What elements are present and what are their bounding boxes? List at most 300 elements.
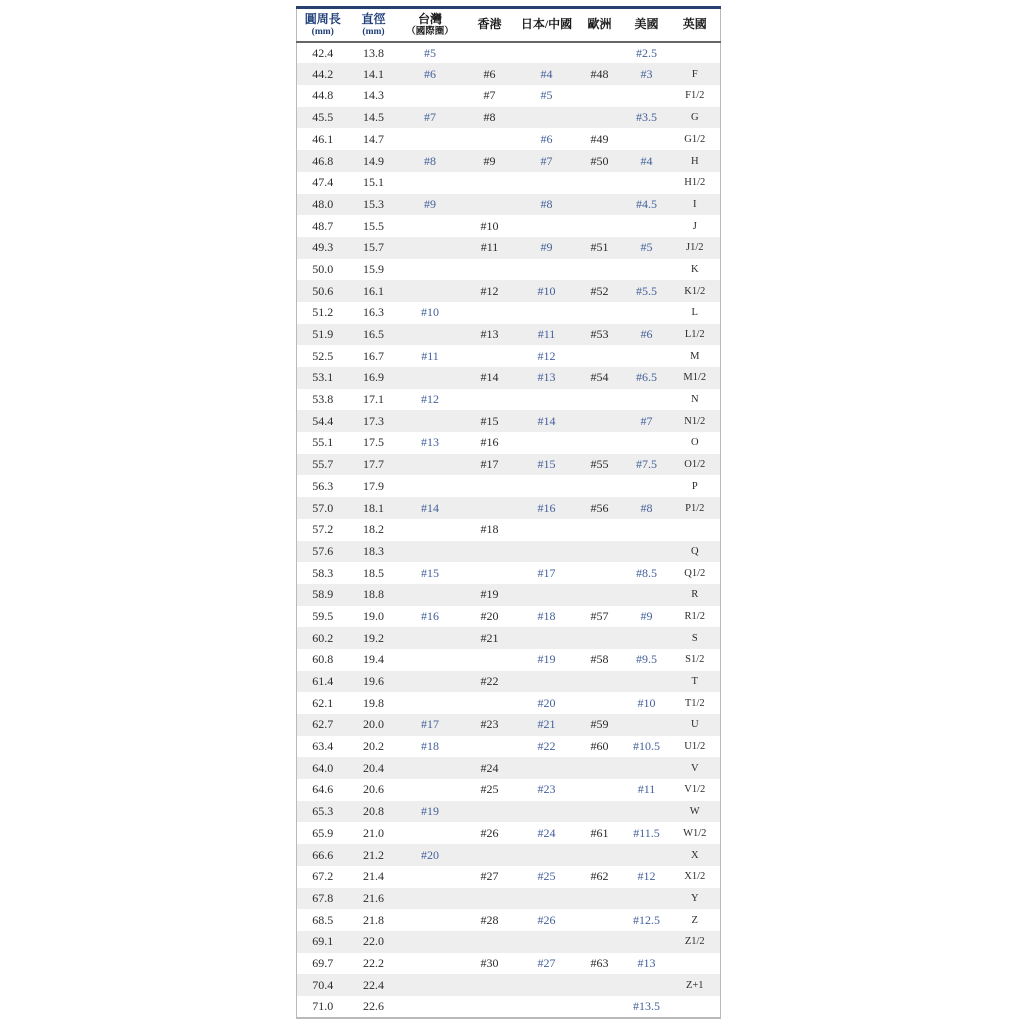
cell	[462, 931, 518, 953]
cell	[624, 627, 670, 649]
cell: #14	[462, 367, 518, 389]
table-row	[297, 128, 721, 150]
table-row	[297, 996, 721, 1018]
cell: #8	[518, 194, 576, 216]
cell	[518, 107, 576, 129]
cell: 60.8	[312, 652, 334, 667]
cell: 21.2	[349, 844, 399, 866]
cell	[576, 42, 624, 64]
cell: #16	[480, 435, 499, 450]
cell: #7	[518, 150, 576, 172]
header-taiwan	[399, 8, 462, 42]
table-row	[297, 194, 721, 216]
table-row	[297, 259, 721, 281]
cell: 15.7	[349, 237, 399, 259]
cell: #24	[537, 825, 556, 840]
cell: #27	[480, 869, 499, 884]
cell	[462, 42, 518, 64]
cell: X	[670, 844, 721, 866]
cell: #9	[518, 237, 576, 259]
cell	[399, 953, 462, 975]
cell: X1/2	[684, 871, 706, 883]
cell: #5	[424, 45, 436, 60]
cell: V1/2	[684, 784, 706, 796]
cell: #19	[399, 801, 462, 823]
cell: 19.4	[363, 652, 384, 667]
cell: 46.1	[312, 131, 334, 146]
cell	[518, 302, 576, 324]
cell: 62.1	[312, 695, 334, 710]
cell: #5	[540, 88, 553, 103]
cell: #62	[590, 869, 609, 884]
cell: #13	[421, 435, 439, 450]
cell: 16.1	[349, 280, 399, 302]
cell: O1/2	[670, 454, 721, 476]
cell	[624, 541, 670, 563]
header-unit: (mm)	[311, 26, 334, 37]
table-row	[297, 237, 721, 259]
cell: #13.5	[633, 998, 660, 1013]
cell	[462, 302, 518, 324]
cell: 58.9	[297, 584, 349, 606]
cell: 22.6	[363, 998, 384, 1013]
cell	[462, 801, 518, 823]
cell	[518, 844, 576, 866]
table-row	[297, 584, 721, 606]
cell: #10	[637, 695, 656, 710]
cell	[399, 280, 462, 302]
conversion-table-body	[297, 42, 721, 1018]
cell: #19	[462, 584, 518, 606]
cell: N	[690, 394, 699, 406]
cell: 22.0	[349, 931, 399, 953]
cell	[399, 324, 462, 346]
cell: R	[670, 584, 721, 606]
cell	[462, 562, 518, 584]
cell: #51	[576, 237, 624, 259]
cell: I	[670, 194, 721, 216]
cell: H1/2	[684, 177, 706, 189]
cell: 20.4	[349, 757, 399, 779]
cell	[576, 215, 624, 237]
cell: #26	[537, 912, 556, 927]
header-label: 歐洲	[587, 17, 612, 32]
cell: #60	[590, 739, 609, 754]
cell: #30	[480, 955, 499, 970]
cell	[518, 259, 576, 281]
cell: 64.6	[312, 782, 334, 797]
table-row	[297, 822, 721, 844]
cell: 16.5	[349, 324, 399, 346]
cell	[399, 172, 462, 194]
cell	[624, 389, 670, 411]
cell: L1/2	[670, 324, 721, 346]
cell: #20	[480, 608, 499, 623]
cell: U1/2	[684, 741, 706, 753]
cell: #17	[399, 714, 462, 736]
cell: F	[670, 63, 721, 85]
cell	[518, 931, 576, 953]
cell: #4	[624, 150, 670, 172]
table-row	[297, 541, 721, 563]
cell	[462, 389, 518, 411]
cell: #28	[480, 912, 499, 927]
table-row	[297, 736, 721, 758]
header-label: 日本/中國	[520, 17, 573, 32]
cell: #22	[537, 739, 556, 754]
cell	[624, 714, 670, 736]
cell	[462, 541, 518, 563]
cell: H	[670, 150, 721, 172]
cell: #8.5	[636, 565, 657, 580]
cell	[670, 953, 721, 975]
cell: #6	[399, 63, 462, 85]
cell: 52.5	[312, 348, 334, 363]
cell: 21.6	[349, 888, 399, 910]
cell: #58	[590, 652, 609, 667]
cell	[518, 757, 576, 779]
cell: 17.5	[363, 435, 384, 450]
cell: J1/2	[670, 237, 721, 259]
cell	[462, 974, 518, 996]
table-row	[297, 367, 721, 389]
cell	[518, 172, 576, 194]
cell: #10	[518, 280, 576, 302]
cell	[518, 801, 576, 823]
cell	[624, 302, 670, 324]
table-row	[297, 606, 721, 628]
cell: 17.7	[349, 454, 399, 476]
cell: 18.8	[349, 584, 399, 606]
cell: #10	[421, 305, 439, 320]
cell	[399, 888, 462, 910]
cell: 69.7	[312, 955, 334, 970]
cell: 21.0	[363, 825, 384, 840]
cell: 16.7	[363, 348, 384, 363]
cell: 20.0	[349, 714, 399, 736]
header-europe	[576, 8, 624, 42]
cell	[576, 779, 624, 801]
cell: 69.1	[297, 931, 349, 953]
cell: #14	[518, 410, 576, 432]
cell: 47.4	[312, 175, 334, 190]
cell: #50	[576, 150, 624, 172]
cell: #53	[576, 324, 624, 346]
cell	[399, 475, 462, 497]
cell: 18.1	[349, 497, 399, 519]
cell: #5	[624, 237, 670, 259]
cell	[670, 42, 721, 64]
cell: P1/2	[670, 497, 721, 519]
cell: #13	[518, 367, 576, 389]
table-row	[297, 974, 721, 996]
cell: 45.5	[297, 107, 349, 129]
cell	[576, 671, 624, 693]
cell	[518, 42, 576, 64]
cell	[624, 475, 670, 497]
cell	[399, 671, 462, 693]
cell: Z+1	[670, 974, 721, 996]
cell	[399, 974, 462, 996]
cell	[399, 454, 462, 476]
cell: #26	[480, 825, 499, 840]
table-row	[297, 888, 721, 910]
cell: G	[670, 107, 721, 129]
cell	[576, 888, 624, 910]
cell	[462, 996, 518, 1018]
cell: U	[670, 714, 721, 736]
table-row	[297, 454, 721, 476]
cell: #15	[518, 454, 576, 476]
conversion-table	[296, 6, 721, 1019]
cell: 56.3	[312, 478, 334, 493]
header-diameter	[349, 8, 399, 42]
cell: 42.4	[312, 45, 334, 60]
cell: #49	[590, 131, 609, 146]
cell: 16.9	[349, 367, 399, 389]
cell: M1/2	[670, 367, 721, 389]
cell: 16.3	[363, 305, 384, 320]
cell: 66.6	[297, 844, 349, 866]
cell: T	[670, 671, 721, 693]
cell: V	[670, 757, 721, 779]
cell: 18.2	[363, 522, 384, 537]
cell: 17.1	[363, 392, 384, 407]
cell: 14.9	[349, 150, 399, 172]
cell: #11	[421, 348, 439, 363]
cell: #10	[480, 218, 499, 233]
cell: Q	[670, 541, 721, 563]
cell: 57.0	[297, 497, 349, 519]
table-row	[297, 42, 721, 64]
cell: K1/2	[670, 280, 721, 302]
cell: #9	[462, 150, 518, 172]
cell: 22.2	[363, 955, 384, 970]
header-label: 香港	[477, 17, 502, 32]
table-row	[297, 779, 721, 801]
cell	[462, 497, 518, 519]
header-japan-china	[518, 8, 576, 42]
cell	[576, 909, 624, 931]
cell	[462, 844, 518, 866]
cell: 15.1	[363, 175, 384, 190]
cell: #57	[590, 608, 609, 623]
cell	[518, 389, 576, 411]
cell	[576, 627, 624, 649]
cell: #21	[462, 627, 518, 649]
cell: #16	[421, 608, 439, 623]
cell: #17	[537, 565, 556, 580]
cell	[624, 345, 670, 367]
cell: #12	[421, 392, 439, 407]
cell: #11	[637, 782, 656, 797]
cell: #16	[518, 497, 576, 519]
table-row	[297, 801, 721, 823]
cell: 65.9	[312, 825, 334, 840]
cell: 65.3	[297, 801, 349, 823]
cell: #11	[462, 237, 518, 259]
cell: #14	[399, 497, 462, 519]
table-row	[297, 757, 721, 779]
cell: #11	[518, 324, 576, 346]
cell: 21.8	[363, 912, 384, 927]
cell: 49.3	[297, 237, 349, 259]
table-row	[297, 63, 721, 85]
cell	[518, 996, 576, 1018]
header-unit: (mm)	[362, 26, 385, 37]
table-row	[297, 302, 721, 324]
cell	[462, 128, 518, 150]
header-row	[297, 8, 721, 42]
cell	[624, 215, 670, 237]
header-label: 台灣	[417, 12, 442, 26]
cell: 53.8	[312, 392, 334, 407]
cell: 19.0	[363, 608, 384, 623]
cell	[624, 671, 670, 693]
cell	[576, 757, 624, 779]
cell: #13	[637, 955, 656, 970]
cell	[399, 259, 462, 281]
cell: 58.3	[312, 565, 334, 580]
cell: #8	[462, 107, 518, 129]
cell: #8	[399, 150, 462, 172]
cell: #6.5	[624, 367, 670, 389]
cell	[576, 801, 624, 823]
table-row	[297, 562, 721, 584]
cell: 63.4	[312, 739, 334, 754]
cell	[462, 692, 518, 714]
cell: 57.6	[297, 541, 349, 563]
cell: #12.5	[633, 912, 660, 927]
cell: #15	[421, 565, 439, 580]
cell	[624, 844, 670, 866]
cell: P	[691, 480, 698, 492]
cell	[399, 367, 462, 389]
cell: 44.8	[312, 88, 334, 103]
cell	[399, 85, 462, 107]
table-row	[297, 410, 721, 432]
cell: #7.5	[624, 454, 670, 476]
cell	[624, 974, 670, 996]
cell: #12	[637, 869, 656, 884]
cell: 59.5	[312, 608, 334, 623]
cell: 14.1	[349, 63, 399, 85]
cell	[518, 541, 576, 563]
cell: 19.8	[363, 695, 384, 710]
cell: 54.4	[297, 410, 349, 432]
cell	[462, 172, 518, 194]
cell: #24	[462, 757, 518, 779]
cell	[624, 85, 670, 107]
table-row	[297, 107, 721, 129]
cell: 60.2	[297, 627, 349, 649]
cell	[576, 194, 624, 216]
cell	[624, 801, 670, 823]
cell	[576, 541, 624, 563]
cell: #8	[624, 497, 670, 519]
cell: 18.3	[349, 541, 399, 563]
cell: Y	[670, 888, 721, 910]
cell	[670, 996, 721, 1018]
cell	[518, 432, 576, 454]
cell	[518, 888, 576, 910]
cell	[518, 584, 576, 606]
cell: #6	[462, 63, 518, 85]
table-row	[297, 324, 721, 346]
cell: 68.5	[312, 912, 334, 927]
cell	[399, 519, 462, 541]
table-row	[297, 215, 721, 237]
table-row	[297, 172, 721, 194]
cell: #52	[576, 280, 624, 302]
cell: O	[690, 437, 699, 449]
cell	[624, 172, 670, 194]
cell: 62.7	[297, 714, 349, 736]
cell	[399, 237, 462, 259]
cell: 53.1	[297, 367, 349, 389]
cell: 48.7	[312, 218, 334, 233]
cell: 55.7	[297, 454, 349, 476]
cell: #6	[624, 324, 670, 346]
cell: #12	[537, 348, 556, 363]
cell: #63	[590, 955, 609, 970]
cell: #59	[576, 714, 624, 736]
cell	[576, 584, 624, 606]
cell	[576, 410, 624, 432]
cell	[518, 475, 576, 497]
cell	[576, 432, 624, 454]
cell: #20	[537, 695, 556, 710]
header-label: 美國	[634, 17, 659, 32]
cell: L	[691, 307, 698, 319]
cell	[576, 931, 624, 953]
cell	[576, 844, 624, 866]
cell: #22	[462, 671, 518, 693]
cell	[670, 519, 721, 541]
cell: #21	[518, 714, 576, 736]
cell: 20.2	[363, 739, 384, 754]
cell	[399, 128, 462, 150]
cell	[518, 671, 576, 693]
cell	[624, 128, 670, 150]
cell	[518, 215, 576, 237]
cell: 15.9	[363, 261, 384, 276]
cell: 44.2	[297, 63, 349, 85]
header-uk	[670, 8, 721, 42]
cell: 14.5	[349, 107, 399, 129]
cell: #9	[640, 608, 653, 623]
cell: 51.2	[312, 305, 334, 320]
cell: 15.5	[363, 218, 384, 233]
table-row	[297, 627, 721, 649]
cell: M	[690, 350, 700, 362]
cell: #5.5	[624, 280, 670, 302]
table-row	[297, 389, 721, 411]
cell: 18.5	[363, 565, 384, 580]
cell: #23	[462, 714, 518, 736]
cell: #18	[537, 608, 556, 623]
cell: #17	[462, 454, 518, 476]
cell: #12	[462, 280, 518, 302]
cell	[624, 888, 670, 910]
cell: 50.6	[297, 280, 349, 302]
cell	[399, 627, 462, 649]
cell	[576, 389, 624, 411]
cell: S	[670, 627, 721, 649]
table-row	[297, 671, 721, 693]
cell: G1/2	[684, 133, 706, 145]
cell	[624, 584, 670, 606]
